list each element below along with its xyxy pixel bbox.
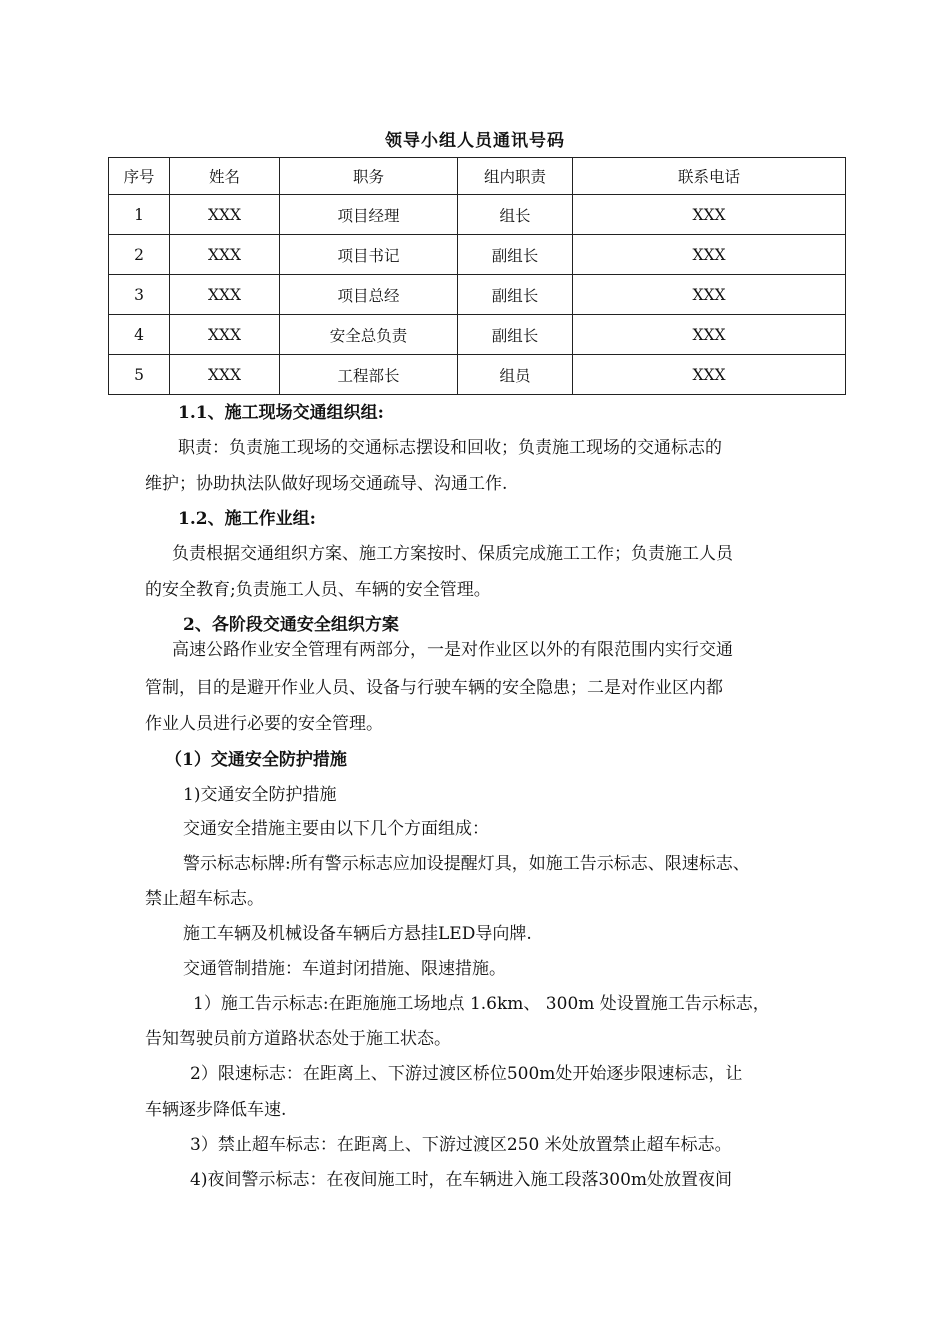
table-cell: 项目书记	[280, 235, 458, 275]
table-cell: 副组长	[458, 235, 573, 275]
table-row	[109, 195, 846, 235]
table-cell: XXX	[170, 275, 280, 315]
header-cell: 姓名	[170, 158, 280, 195]
contact-table	[108, 157, 846, 395]
section-heading: 1.1、施工现场交通组织组:	[178, 403, 384, 423]
table-cell: 项目经理	[280, 195, 458, 235]
table-cell: 组员	[458, 355, 573, 395]
header-cell: 组内职责	[458, 158, 573, 195]
table-cell: 安全总负责	[280, 315, 458, 355]
table-cell: 副组长	[458, 275, 573, 315]
body-text-line: 1）施工告示标志:在距施施工场地点 1.6km、 300m 处设置施工告示标志，	[193, 994, 770, 1014]
table-cell: 5	[109, 355, 170, 395]
table-cell: 工程部长	[280, 355, 458, 395]
table-cell: XXX	[573, 275, 846, 315]
body-text-line: 交通安全措施主要由以下几个方面组成：	[183, 819, 489, 839]
body-text-line: 告知驾驶员前方道路状态处于施工状态。	[145, 1029, 451, 1049]
body-text-line: 高速公路作业安全管理有两部分，一是对作业区以外的有限范围内实行交通	[172, 640, 733, 660]
table-cell: XXX	[573, 235, 846, 275]
body-text-line: 交通管制措施：车道封闭措施、限速措施。	[183, 959, 506, 979]
table-cell: XXX	[573, 315, 846, 355]
table-cell: XXX	[170, 235, 280, 275]
table-cell: 2	[109, 235, 170, 275]
body-text-line: 职责：负责施工现场的交通标志摆设和回收；负责施工现场的交通标志的	[178, 438, 722, 458]
table-cell: 副组长	[458, 315, 573, 355]
section-heading: （1）交通安全防护措施	[165, 750, 347, 770]
body-text-line: 3）禁止超车标志：在距离上、下游过渡区250 米处放置禁止超车标志。	[190, 1135, 732, 1155]
table-row	[109, 275, 846, 315]
body-text-line: 4)夜间警示标志：在夜间施工时，在车辆进入施工段落300m处放置夜间	[190, 1170, 733, 1190]
table-row	[109, 235, 846, 275]
table-cell: XXX	[573, 355, 846, 395]
header-cell: 联系电话	[573, 158, 846, 195]
header-cell: 职务	[280, 158, 458, 195]
body-text-line: 1)交通安全防护措施	[183, 785, 337, 805]
body-text-line: 负责根据交通组织方案、施工方案按时、保质完成施工工作；负责施工人员	[172, 544, 733, 564]
table-row	[109, 355, 846, 395]
table-cell: 1	[109, 195, 170, 235]
table-cell: 项目总经	[280, 275, 458, 315]
table-cell: XXX	[170, 355, 280, 395]
body-text-line: 作业人员进行必要的安全管理。	[145, 714, 383, 734]
body-text-line: 禁止超车标志。	[145, 889, 264, 909]
body-text-line: 的安全教育;负责施工人员、车辆的安全管理。	[145, 580, 491, 600]
table-cell: XXX	[573, 195, 846, 235]
header-cell: 序号	[109, 158, 170, 195]
body-text-line: 车辆逐步降低车速.	[145, 1100, 287, 1120]
section-heading: 1.2、施工作业组:	[178, 509, 316, 529]
table-cell: 3	[109, 275, 170, 315]
table-row	[109, 315, 846, 355]
table-cell: 组长	[458, 195, 573, 235]
table-cell: XXX	[170, 195, 280, 235]
table-cell: XXX	[170, 315, 280, 355]
section-heading: 2、各阶段交通安全组织方案	[183, 615, 399, 635]
body-text-line: 维护；协助执法队做好现场交通疏导、沟通工作.	[145, 474, 508, 494]
body-text-line: 施工车辆及机械设备车辆后方悬挂LED导向牌.	[183, 924, 532, 944]
body-text-line: 警示标志标牌:所有警示标志应加设提醒灯具，如施工告示标志、限速标志、	[183, 854, 750, 874]
table-title: 领导小组人员通讯号码	[385, 131, 565, 151]
table-header-row	[109, 158, 846, 195]
body-text-line: 管制，目的是避开作业人员、设备与行驶车辆的安全隐患；二是对作业区内都	[145, 678, 723, 698]
body-text-line: 2）限速标志：在距离上、下游过渡区桥位500m处开始逐步限速标志，让	[190, 1064, 743, 1084]
table-cell: 4	[109, 315, 170, 355]
